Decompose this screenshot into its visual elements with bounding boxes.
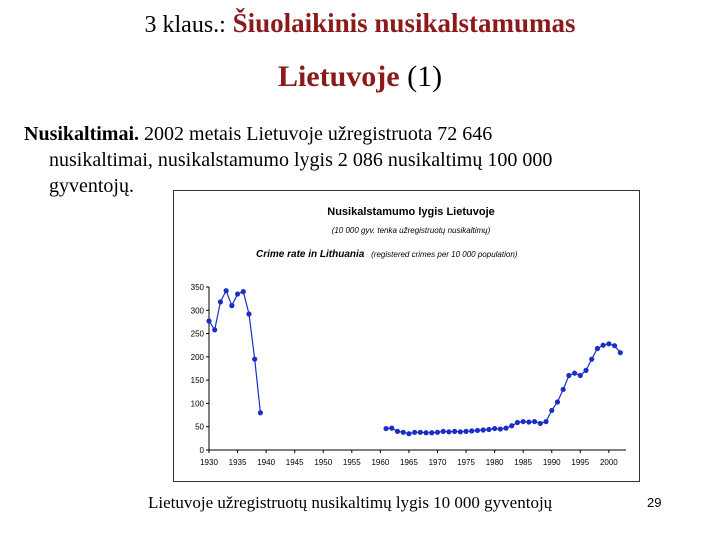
title-line2-suffix: (1) — [407, 60, 443, 93]
chart-marks — [206, 288, 622, 436]
data-point — [418, 430, 423, 435]
data-point — [543, 419, 548, 424]
data-point — [538, 421, 543, 426]
data-point — [429, 430, 434, 435]
x-tick-label: 1930 — [200, 458, 218, 467]
title-line2-main: Lietuvoje — [277, 60, 400, 93]
series-line-2 — [386, 344, 620, 434]
data-point — [486, 427, 491, 432]
para-bold-lead: Nusikaltimai. — [24, 123, 140, 145]
data-point — [435, 430, 440, 435]
data-point — [258, 410, 263, 415]
data-point — [612, 343, 617, 348]
para-line-2: nusikaltimai, nusikalstamumo lygis 2 086 nusikaltimų 100 000 — [49, 149, 553, 171]
x-tick-label: 1955 — [342, 458, 361, 467]
body-paragraph — [24, 121, 704, 199]
para-line-1: 2002 metais Lietuvoje užregistruota 72 646 — [144, 123, 493, 145]
data-point — [212, 327, 217, 332]
data-point — [475, 428, 480, 433]
para-line-3: gyventojų. — [49, 175, 134, 197]
y-tick-label: 150 — [190, 376, 204, 386]
data-point — [458, 429, 463, 434]
x-tick-label: 1985 — [514, 458, 533, 467]
data-point — [218, 299, 223, 304]
data-point — [566, 373, 571, 378]
data-point — [526, 419, 531, 424]
data-point — [589, 357, 594, 362]
title-prefix: 3 klaus.: — [144, 12, 226, 38]
x-tick-label: 1970 — [428, 458, 447, 467]
x-tick-label: 1935 — [228, 458, 247, 467]
slide-title-line2 — [0, 60, 720, 94]
chart-title-en-main: Crime rate in Lithuania — [256, 249, 365, 260]
data-point — [498, 426, 503, 431]
data-point — [423, 430, 428, 435]
y-tick-label: 200 — [190, 352, 204, 362]
data-point — [469, 428, 474, 433]
data-point — [595, 346, 600, 351]
data-point — [229, 303, 234, 308]
chart-svg — [174, 191, 639, 481]
data-point — [578, 373, 583, 378]
data-point — [246, 311, 251, 316]
x-tick-label: 1945 — [285, 458, 304, 467]
x-tick-label: 2000 — [599, 458, 618, 467]
title-main: Šiuolaikinis nusikalstamumas — [232, 8, 576, 38]
data-point — [583, 368, 588, 373]
chart-caption: Lietuvoje užregistruotų nusikaltimų lygis 10 000 gyventojų — [148, 493, 553, 512]
y-tick-label: 100 — [190, 399, 204, 409]
x-tick-label: 1950 — [314, 458, 333, 467]
data-point — [452, 429, 457, 434]
data-point — [383, 426, 388, 431]
y-tick-label: 50 — [195, 422, 204, 432]
data-point — [224, 288, 229, 293]
x-tick-label: 1975 — [457, 458, 475, 467]
data-point — [618, 350, 623, 355]
slide-title — [0, 8, 720, 39]
data-point — [492, 426, 497, 431]
data-point — [555, 399, 560, 404]
data-point — [515, 420, 520, 425]
data-point — [252, 357, 257, 362]
data-point — [601, 343, 606, 348]
x-tick-label: 1980 — [485, 458, 504, 467]
x-tick-label: 1995 — [571, 458, 590, 467]
y-tick-label: 250 — [190, 329, 204, 339]
chart-title: Nusikalstamumo lygis Lietuvoje — [327, 206, 495, 218]
data-point — [401, 430, 406, 435]
data-point — [561, 387, 566, 392]
y-tick-label: 350 — [190, 283, 204, 292]
data-point — [206, 318, 211, 323]
data-point — [509, 423, 514, 428]
page-number: 29 — [647, 495, 662, 510]
x-tick-label: 1940 — [257, 458, 276, 467]
x-tick-label: 1960 — [371, 458, 390, 467]
data-point — [412, 430, 417, 435]
data-point — [532, 419, 537, 424]
data-point — [241, 289, 246, 294]
data-point — [446, 429, 451, 434]
x-tick-label: 1990 — [542, 458, 561, 467]
data-point — [549, 408, 554, 413]
x-tick-label: 1965 — [400, 458, 418, 467]
data-point — [406, 431, 411, 436]
data-point — [235, 291, 240, 296]
data-point — [481, 427, 486, 432]
data-point — [441, 429, 446, 434]
chart-title-en — [256, 249, 518, 260]
data-point — [395, 429, 400, 434]
data-point — [521, 419, 526, 424]
data-point — [503, 426, 508, 431]
data-point — [572, 371, 577, 376]
chart-subtitle: (10 000 gyv. tenka užregistruotų nusikaltimų) — [331, 226, 491, 235]
y-tick-label: 0 — [199, 446, 204, 455]
data-point — [463, 429, 468, 434]
y-tick-label: 300 — [190, 306, 204, 316]
crime-rate-chart — [173, 190, 640, 482]
series-line-1 — [209, 291, 260, 413]
data-point — [606, 341, 611, 346]
chart-subtitle-en: (registered crimes per 10 000 population) — [371, 250, 518, 259]
data-point — [389, 426, 394, 431]
